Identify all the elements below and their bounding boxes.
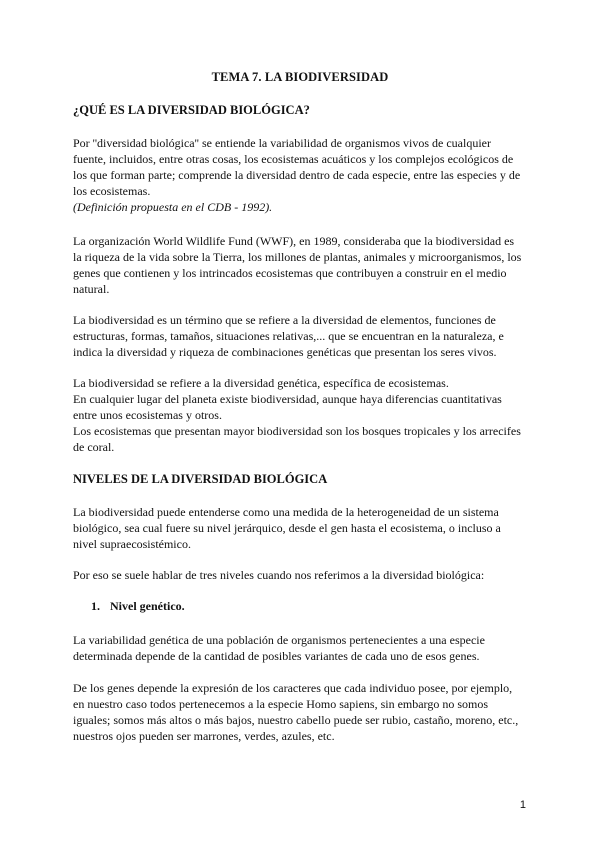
paragraph-definicion: [73, 135, 533, 215]
text-line: entre unos ecosistemas y otros.: [73, 408, 222, 422]
text-line: La biodiversidad es un término que se refiere a la diversidad de elementos, funciones de: [73, 313, 496, 327]
text-line: Por ''diversidad biológica'' se entiende la variabilidad de organismos vivos de cualquier: [73, 136, 491, 150]
paragraph-expresion: [73, 680, 533, 744]
text-line: En cualquier lugar del planeta existe biodiversidad, aunque haya diferencias cuantitativas: [73, 392, 502, 406]
paragraph-wwf: [73, 233, 533, 297]
text-line: biológico, sea cual fuere su nivel jerárquico, desde el gen hasta el ecosistema, o incluso a: [73, 521, 501, 535]
text-line: La biodiversidad se refiere a la diversidad genética, específica de ecosistemas.: [73, 376, 449, 390]
text-line: en nuestro caso todos pertenecemos a la especie Homo sapiens, sin embargo no somos: [73, 697, 489, 711]
list-number: 1.: [91, 599, 100, 613]
page-number: 1: [519, 799, 526, 811]
paragraph-heterogeneidad: [73, 504, 533, 552]
text-line: La variabilidad genética de una población de organismos pertenecientes a una especie: [73, 633, 485, 647]
paragraph-variabilidad: [73, 632, 533, 664]
text-line: fuente, incluidos, entre otras cosas, los ecosistemas acuáticos y los complejos ecológicos de: [73, 152, 514, 166]
text-line: natural.: [73, 282, 110, 296]
paragraph-tres-niveles: [73, 567, 533, 583]
section-heading-que-es: ¿QUÉ ES LA DIVERSIDAD BIOLÓGICA?: [73, 103, 310, 117]
text-line: La biodiversidad puede entenderse como una medida de la heterogeneidad de un sistema: [73, 505, 499, 519]
text-line: indica la diversidad y riqueza de combinaciones genéticas que presentan los seres vivos.: [73, 345, 497, 359]
text-line: iguales; somos más altos o más bajos, nuestro cabello puede ser rubio, castaño, moreno, etc.,: [73, 713, 519, 727]
text-line: nuestros ojos pueden ser marrones, verdes, azules, etc.: [73, 729, 335, 743]
text-line: de coral.: [73, 440, 115, 454]
text-line: determinada depende de la cantidad de posibles variantes de cada uno de esos genes.: [73, 649, 480, 663]
paragraph-termino: [73, 312, 533, 360]
text-line: Por eso se suele hablar de tres niveles cuando nos referimos a la diversidad biológica:: [73, 568, 485, 582]
text-line: nivel supraecosistémico.: [73, 537, 191, 551]
text-line: La organización World Wildlife Fund (WWF), en 1989, consideraba que la biodiversidad es: [73, 234, 515, 248]
paragraph-diversidad-genetica: [73, 375, 533, 455]
text-line: estructuras, formas, tamaños, situaciones relativas,... que se encuentran en la naturaleza, e: [73, 329, 504, 343]
document-title: TEMA 7. LA BIODIVERSIDAD: [211, 70, 389, 84]
text-line: genes que contienen y los intrincados ecosistemas que contribuyen a construir en el medio: [73, 266, 507, 280]
citation: (Definición propuesta en el CDB - 1992).: [73, 200, 273, 214]
list-item-nivel-genetico: [91, 599, 185, 614]
text-line: los que forman parte; comprende la diversidad dentro de cada especie, entre las especies y de: [73, 168, 521, 182]
text-line: Los ecosistemas que presentan mayor biodiversidad son los bosques tropicales y los arrecifes: [73, 424, 521, 438]
list-label: Nivel genético.: [110, 599, 185, 613]
section-heading-niveles: NIVELES DE LA DIVERSIDAD BIOLÓGICA: [73, 472, 328, 486]
text-line: De los genes depende la expresión de los caracteres que cada individuo posee, por ejemplo,: [73, 681, 513, 695]
text-line: los ecosistemas.: [73, 184, 151, 198]
text-line: la riqueza de la vida sobre la Tierra, los millones de plantas, animales y microorganismos, los: [73, 250, 522, 264]
